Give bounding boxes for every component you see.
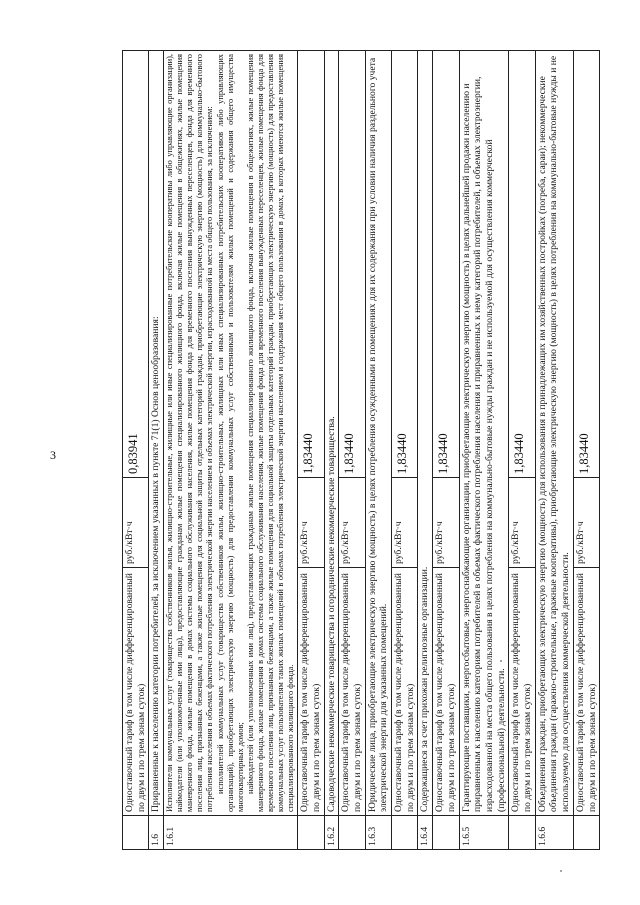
row-number: 1.6 (149, 816, 164, 850)
unit-cell: руб./кВт·ч (392, 478, 418, 568)
tariff-table-rotated (122, 50, 598, 850)
value-cell: 1,83440 (392, 51, 418, 478)
table-row (298, 51, 324, 850)
table-row (324, 51, 339, 850)
unit-cell: руб./кВт·ч (298, 478, 324, 568)
table-row (164, 51, 298, 850)
value-cell: 1,83440 (298, 51, 324, 478)
tariff-table (122, 50, 600, 850)
row-number: 1.6.4 (418, 816, 433, 850)
tariff-name: Одноставочный тариф (в том числе дифференцированный по двум и по трем зонам суток) (433, 568, 459, 816)
row-number: 1.6.5 (459, 816, 509, 850)
category-description: Садоводческие некоммерческие товарищества и огороднические некоммерческие товарищества. (324, 51, 339, 816)
section-heading: Приравненные к населению категории потребителей, за исключением указанных в пункте 71(1) Основ ценообразования: (149, 51, 164, 816)
row-number: 1.6.6 (535, 816, 573, 850)
scan-speck (500, 660, 502, 662)
paragraph: исполнителей коммунальных услуг (товарищества собственников жилья, жилищно-строительных, жилищных или иных специализированных потребительских кооперативов либо управляющих организаций), приобретающих электрическую энергию (мощность) для предоставления коммунальных услуг собственникам и пользователям жилых помещений и содержания общего имущества многоквартирных домов; (215, 54, 245, 812)
table-row (418, 51, 433, 850)
category-description: Гарантирующие поставщики, энергосбытовые, энергоснабжающие организации, приобретающие электрическую энергию (мощность) в целях дальнейшей продажи населению и приравненным к населению категориям потребителей в объемах фактического потребления населения и приравненных к нему категорий потребителей, и объемах электроэнергии, израсходованной на места общего пользования в целях потребления на коммунально-бытовые нужды граждан и не используемой для осуществления коммерческой (профессиональной) деятельности. (459, 51, 509, 816)
table-row (433, 51, 459, 850)
unit-cell: руб./кВт·ч (433, 478, 459, 568)
value-cell: 0,83941 (123, 51, 149, 478)
tariff-name: Одноставочный тариф (в том числе дифференцированный по двум и по трем зонам суток) (298, 568, 324, 816)
row-number: 1.6.2 (324, 816, 339, 850)
tariff-name: Одноставочный тариф (в том числе дифференцированный по двум и по трем зонам суток) (339, 568, 365, 816)
table-row (123, 51, 149, 850)
value-cell: 1,83440 (339, 51, 365, 478)
page-number: 3 (50, 448, 56, 462)
table-row (149, 51, 164, 850)
value-cell: 1,83440 (433, 51, 459, 478)
table-row (392, 51, 418, 850)
unit-cell: руб./кВт·ч (123, 478, 149, 568)
row-number: 1.6.1 (164, 816, 298, 850)
tariff-name: Одноставочный тариф (в том числе дифференцированный по двум и по трем зонам суток) (573, 568, 599, 816)
table-row (459, 51, 509, 850)
category-description: Содержащиеся за счет прихожан религиозные организации. (418, 51, 433, 816)
table-row (365, 51, 391, 850)
row-number: 1.6.3 (365, 816, 391, 850)
table-row (339, 51, 365, 850)
category-description: Юридические лица, приобретающие электрическую энергию (мощность) в целях потребления осужденными в помещениях для их содержания при условии наличия раздельного учета электрической энергии для указанных помещений. (365, 51, 391, 816)
paragraph: наймодателей (или уполномоченных ими лиц), предоставляющих гражданам жилые помещения специализированного жилищного фонда, включая жилые помещения в общежитиях, жилые помещения маневренного фонда, жилые помещения в домах системы социального обслуживания населения, жилые помещения фонда для временного поселения вынужденных переселенцев, жилые помещения фонда для временного поселения лиц, признанных беженцами, а также жилые помещения для социальной защиты отдельных категорий граждан, приобретающих электрическую энергию (мощность) для предоставления коммунальных услуг пользователям таких жилых помещений в объемах потребления электрической энергии населением и содержания мест общего пользования в домах, в которых имеются жилые помещения специализированного жилищного фонда. (245, 54, 296, 812)
unit-cell: руб./кВт·ч (509, 478, 535, 568)
category-description: Объединения граждан, приобретающих электрическую энергию (мощность) для использования в принадлежащих им хозяйственных постройках (погреба, сараи); некоммерческие объединения граждан (гаражно-строительные, гаражные кооперативы), приобретающие электрическую энергию (мощность) в целях потребления на коммунально-бытовые нужды и не используемую для осуществления коммерческой деятельности. (535, 51, 573, 816)
value-cell: 1,83440 (509, 51, 535, 478)
scan-speck (560, 870, 562, 872)
tariff-name: Одноставочный тариф (в том числе дифференцированный по двум и по трем зонам суток) (392, 568, 418, 816)
paragraph: Исполнители коммунальных услуг (товарищества собственников жилья, жилищно-строительные, жилищные или иные специализированные потребительские кооперативы либо управляющие организации), наймодатели (или уполномоченные ими лица), предоставляющие гражданам жилые помещения специализированного жилищного фонда, включая жилые помещения в общежитиях, жилые помещения маневренного фонда, жилые помещения в домах системы социального обслуживания населения, жилые помещения фонда для временного поселения вынужденных переселенцев, фонда для временного поселения лиц, признанных беженцами, а также жилые помещения для социальной защиты отдельных категорий граждан, приобретающие электрическую энергию (мощность) для коммунально-бытового потребления населения в объемах фактического потребления электрической энергии населением и объемах электрической энергии, израсходованной на места общего пользования, за исключением: (165, 54, 215, 812)
unit-cell: руб./кВт·ч (573, 478, 599, 568)
tariff-name: Одноставочный тариф (в том числе дифференцированный по двум и по трем зонам суток) (123, 568, 149, 816)
table-row (573, 51, 599, 850)
value-cell: 1,83440 (573, 51, 599, 478)
table-row (535, 51, 573, 850)
tariff-name: Одноставочный тариф (в том числе дифференцированный по двум и по трем зонам суток) (509, 568, 535, 816)
table-row (509, 51, 535, 850)
category-description (164, 51, 298, 816)
unit-cell: руб./кВт·ч (339, 478, 365, 568)
